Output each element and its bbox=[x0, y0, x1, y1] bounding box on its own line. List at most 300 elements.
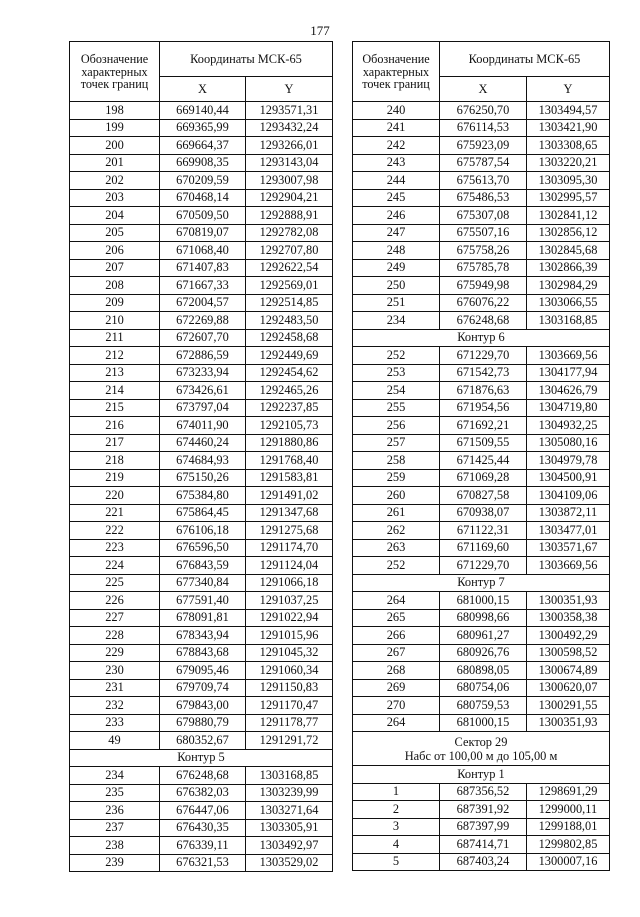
point-number: 244 bbox=[353, 172, 440, 190]
table-row bbox=[353, 399, 610, 417]
x-coordinate: 670819,07 bbox=[160, 224, 246, 242]
contour-label: Контур 7 bbox=[353, 574, 610, 592]
y-header: Y bbox=[527, 77, 610, 102]
point-number: 224 bbox=[70, 557, 160, 575]
sector-row bbox=[353, 732, 610, 766]
point-number: 257 bbox=[353, 434, 440, 452]
point-number: 247 bbox=[353, 224, 440, 242]
x-coordinate: 669664,37 bbox=[160, 137, 246, 155]
table-row bbox=[70, 802, 333, 820]
x-coordinate: 678843,68 bbox=[160, 644, 246, 662]
x-coordinate: 671542,73 bbox=[440, 364, 527, 382]
table-row bbox=[70, 784, 333, 802]
table-row bbox=[70, 242, 333, 260]
point-number: 251 bbox=[353, 294, 440, 312]
y-coordinate: 1291768,40 bbox=[246, 452, 333, 470]
point-number: 243 bbox=[353, 154, 440, 172]
y-coordinate: 1292449,69 bbox=[246, 347, 333, 365]
x-coordinate: 675949,98 bbox=[440, 277, 527, 295]
point-number: 264 bbox=[353, 592, 440, 610]
y-coordinate: 1303872,11 bbox=[527, 504, 610, 522]
table-row bbox=[353, 347, 610, 365]
x-coordinate: 672269,88 bbox=[160, 312, 246, 330]
contour-label: Контур 1 bbox=[353, 766, 610, 784]
x-coordinate: 674460,24 bbox=[160, 434, 246, 452]
x-coordinate: 679095,46 bbox=[160, 662, 246, 680]
point-number: 252 bbox=[353, 347, 440, 365]
x-coordinate: 674011,90 bbox=[160, 417, 246, 435]
table-row bbox=[70, 189, 333, 207]
point-number: 222 bbox=[70, 522, 160, 540]
x-coordinate: 676106,18 bbox=[160, 522, 246, 540]
table-row bbox=[70, 627, 333, 645]
x-coordinate: 681000,15 bbox=[440, 714, 527, 732]
y-coordinate: 1291880,86 bbox=[246, 434, 333, 452]
point-number: 226 bbox=[70, 592, 160, 610]
table-row bbox=[353, 592, 610, 610]
point-number: 235 bbox=[70, 784, 160, 802]
table-row bbox=[70, 259, 333, 277]
table-row bbox=[353, 539, 610, 557]
point-number: 199 bbox=[70, 119, 160, 137]
point-number: 265 bbox=[353, 609, 440, 627]
point-number: 262 bbox=[353, 522, 440, 540]
x-coordinate: 687414,71 bbox=[440, 836, 527, 854]
table-row bbox=[353, 836, 610, 854]
y-coordinate: 1302866,39 bbox=[527, 259, 610, 277]
y-coordinate: 1291150,83 bbox=[246, 679, 333, 697]
point-number: 227 bbox=[70, 609, 160, 627]
point-number: 264 bbox=[353, 714, 440, 732]
y-coordinate: 1305080,16 bbox=[527, 434, 610, 452]
y-coordinate: 1292514,85 bbox=[246, 294, 333, 312]
table-row bbox=[70, 312, 333, 330]
x-coordinate: 671954,56 bbox=[440, 399, 527, 417]
y-coordinate: 1304979,78 bbox=[527, 452, 610, 470]
point-number: 217 bbox=[70, 434, 160, 452]
table-row bbox=[70, 837, 333, 855]
y-coordinate: 1291583,81 bbox=[246, 469, 333, 487]
coordinates-table-left bbox=[69, 41, 333, 872]
point-number: 204 bbox=[70, 207, 160, 225]
y-coordinate: 1303529,02 bbox=[246, 854, 333, 872]
table-row bbox=[70, 854, 333, 872]
x-coordinate: 680961,27 bbox=[440, 627, 527, 645]
x-coordinate: 670509,50 bbox=[160, 207, 246, 225]
y-coordinate: 1303669,56 bbox=[527, 347, 610, 365]
x-coordinate: 676321,53 bbox=[160, 854, 246, 872]
x-coordinate: 676339,11 bbox=[160, 837, 246, 855]
y-coordinate: 1303168,85 bbox=[527, 312, 610, 330]
point-number: 200 bbox=[70, 137, 160, 155]
x-coordinate: 677591,40 bbox=[160, 592, 246, 610]
y-coordinate: 1304626,79 bbox=[527, 382, 610, 400]
x-coordinate: 671229,70 bbox=[440, 347, 527, 365]
point-number: 207 bbox=[70, 259, 160, 277]
y-coordinate: 1304500,91 bbox=[527, 469, 610, 487]
table-row bbox=[353, 557, 610, 575]
y-coordinate: 1303669,56 bbox=[527, 557, 610, 575]
table-row bbox=[353, 172, 610, 190]
point-number: 268 bbox=[353, 662, 440, 680]
x-coordinate: 669140,44 bbox=[160, 102, 246, 120]
x-coordinate: 687397,99 bbox=[440, 818, 527, 836]
table-row bbox=[353, 242, 610, 260]
y-coordinate: 1292465,26 bbox=[246, 382, 333, 400]
y-coordinate: 1299000,11 bbox=[527, 801, 610, 819]
table-row bbox=[70, 714, 333, 732]
point-number: 220 bbox=[70, 487, 160, 505]
x-coordinate: 675758,26 bbox=[440, 242, 527, 260]
table-row bbox=[70, 557, 333, 575]
y-coordinate: 1303477,01 bbox=[527, 522, 610, 540]
x-header: X bbox=[440, 77, 527, 102]
point-number: 259 bbox=[353, 469, 440, 487]
x-coordinate: 687403,24 bbox=[440, 853, 527, 871]
point-number: 270 bbox=[353, 697, 440, 715]
y-coordinate: 1293571,31 bbox=[246, 102, 333, 120]
table-row bbox=[353, 312, 610, 330]
point-number: 238 bbox=[70, 837, 160, 855]
y-coordinate: 1291015,96 bbox=[246, 627, 333, 645]
table-row bbox=[70, 434, 333, 452]
x-coordinate: 670938,07 bbox=[440, 504, 527, 522]
point-number: 237 bbox=[70, 819, 160, 837]
y-coordinate: 1292237,85 bbox=[246, 399, 333, 417]
table-row bbox=[353, 644, 610, 662]
point-number: 255 bbox=[353, 399, 440, 417]
table-row bbox=[353, 364, 610, 382]
point-number: 211 bbox=[70, 329, 160, 347]
y-coordinate: 1302995,57 bbox=[527, 189, 610, 207]
x-coordinate: 672886,59 bbox=[160, 347, 246, 365]
y-coordinate: 1292622,54 bbox=[246, 259, 333, 277]
table-row bbox=[353, 609, 610, 627]
y-coordinate: 1300358,38 bbox=[527, 609, 610, 627]
point-number: 223 bbox=[70, 539, 160, 557]
y-coordinate: 1302845,68 bbox=[527, 242, 610, 260]
x-coordinate: 687356,52 bbox=[440, 783, 527, 801]
table-row bbox=[70, 609, 333, 627]
x-coordinate: 675785,78 bbox=[440, 259, 527, 277]
point-number: 253 bbox=[353, 364, 440, 382]
table-row bbox=[353, 137, 610, 155]
y-coordinate: 1293266,01 bbox=[246, 137, 333, 155]
table-row bbox=[353, 818, 610, 836]
y-coordinate: 1304932,25 bbox=[527, 417, 610, 435]
y-coordinate: 1291174,70 bbox=[246, 539, 333, 557]
y-coordinate: 1291291,72 bbox=[246, 732, 333, 750]
point-number: 1 bbox=[353, 783, 440, 801]
x-header: X bbox=[160, 77, 246, 102]
sector-cell bbox=[353, 732, 610, 766]
table-row bbox=[70, 119, 333, 137]
point-number: 252 bbox=[353, 557, 440, 575]
y-coordinate: 1291347,68 bbox=[246, 504, 333, 522]
y-coordinate: 1292888,91 bbox=[246, 207, 333, 225]
point-number: 261 bbox=[353, 504, 440, 522]
x-coordinate: 678091,81 bbox=[160, 609, 246, 627]
table-row bbox=[70, 207, 333, 225]
point-number: 49 bbox=[70, 732, 160, 750]
x-coordinate: 676250,70 bbox=[440, 102, 527, 120]
table-row bbox=[353, 487, 610, 505]
x-coordinate: 672004,57 bbox=[160, 294, 246, 312]
table-row bbox=[353, 434, 610, 452]
y-coordinate: 1291491,02 bbox=[246, 487, 333, 505]
y-coordinate: 1291045,32 bbox=[246, 644, 333, 662]
x-coordinate: 680759,53 bbox=[440, 697, 527, 715]
point-number: 256 bbox=[353, 417, 440, 435]
x-coordinate: 671876,63 bbox=[440, 382, 527, 400]
x-coordinate: 676076,22 bbox=[440, 294, 527, 312]
y-coordinate: 1303308,65 bbox=[527, 137, 610, 155]
x-coordinate: 676596,50 bbox=[160, 539, 246, 557]
point-number: 258 bbox=[353, 452, 440, 470]
table-row bbox=[353, 679, 610, 697]
y-coordinate: 1304109,06 bbox=[527, 487, 610, 505]
table-row bbox=[353, 417, 610, 435]
x-coordinate: 675150,26 bbox=[160, 469, 246, 487]
x-coordinate: 669908,35 bbox=[160, 154, 246, 172]
point-number: 3 bbox=[353, 818, 440, 836]
y-coordinate: 1300674,89 bbox=[527, 662, 610, 680]
point-number: 249 bbox=[353, 259, 440, 277]
point-number: 228 bbox=[70, 627, 160, 645]
table-row bbox=[70, 172, 333, 190]
table-row bbox=[70, 819, 333, 837]
x-coordinate: 676248,68 bbox=[160, 767, 246, 785]
point-number: 219 bbox=[70, 469, 160, 487]
x-coordinate: 678343,94 bbox=[160, 627, 246, 645]
point-number: 254 bbox=[353, 382, 440, 400]
x-coordinate: 680926,76 bbox=[440, 644, 527, 662]
x-coordinate: 680754,06 bbox=[440, 679, 527, 697]
point-number: 234 bbox=[353, 312, 440, 330]
point-number: 221 bbox=[70, 504, 160, 522]
x-coordinate: 671509,55 bbox=[440, 434, 527, 452]
x-coordinate: 671069,28 bbox=[440, 469, 527, 487]
y-coordinate: 1293007,98 bbox=[246, 172, 333, 190]
y-coordinate: 1291037,25 bbox=[246, 592, 333, 610]
point-number: 205 bbox=[70, 224, 160, 242]
table-row bbox=[353, 277, 610, 295]
x-coordinate: 680898,05 bbox=[440, 662, 527, 680]
sector-title: Сектор 29 bbox=[454, 734, 508, 749]
table-row bbox=[353, 224, 610, 242]
table-row bbox=[353, 504, 610, 522]
x-coordinate: 676843,59 bbox=[160, 557, 246, 575]
x-coordinate: 687391,92 bbox=[440, 801, 527, 819]
y-coordinate: 1303571,67 bbox=[527, 539, 610, 557]
x-coordinate: 671407,83 bbox=[160, 259, 246, 277]
y-coordinate: 1293143,04 bbox=[246, 154, 333, 172]
y-coordinate: 1291170,47 bbox=[246, 697, 333, 715]
table-row bbox=[353, 662, 610, 680]
point-number: 239 bbox=[70, 854, 160, 872]
table-row bbox=[353, 207, 610, 225]
table-row bbox=[70, 487, 333, 505]
table-row bbox=[70, 592, 333, 610]
y-coordinate: 1303220,21 bbox=[527, 154, 610, 172]
table-row bbox=[353, 294, 610, 312]
coordinates-header: Координаты МСК-65 bbox=[440, 42, 610, 77]
point-number: 209 bbox=[70, 294, 160, 312]
x-coordinate: 671692,21 bbox=[440, 417, 527, 435]
table-row bbox=[70, 469, 333, 487]
y-coordinate: 1292483,50 bbox=[246, 312, 333, 330]
y-coordinate: 1293432,24 bbox=[246, 119, 333, 137]
coordinates-header: Координаты МСК-65 bbox=[160, 42, 333, 77]
y-coordinate: 1292105,73 bbox=[246, 417, 333, 435]
point-number: 236 bbox=[70, 802, 160, 820]
point-number: 230 bbox=[70, 662, 160, 680]
x-coordinate: 671122,31 bbox=[440, 522, 527, 540]
y-coordinate: 1300351,93 bbox=[527, 592, 610, 610]
x-coordinate: 676114,53 bbox=[440, 119, 527, 137]
x-coordinate: 670468,14 bbox=[160, 189, 246, 207]
point-number: 198 bbox=[70, 102, 160, 120]
x-coordinate: 679880,79 bbox=[160, 714, 246, 732]
x-coordinate: 671068,40 bbox=[160, 242, 246, 260]
table-row bbox=[353, 714, 610, 732]
x-coordinate: 671169,60 bbox=[440, 539, 527, 557]
contour-label: Контур 6 bbox=[353, 329, 610, 347]
y-coordinate: 1303066,55 bbox=[527, 294, 610, 312]
x-coordinate: 676447,06 bbox=[160, 802, 246, 820]
contour-row bbox=[353, 329, 610, 347]
table-row bbox=[70, 452, 333, 470]
table-row bbox=[70, 294, 333, 312]
point-number: 260 bbox=[353, 487, 440, 505]
point-number: 218 bbox=[70, 452, 160, 470]
x-coordinate: 681000,15 bbox=[440, 592, 527, 610]
y-coordinate: 1302841,12 bbox=[527, 207, 610, 225]
table-row bbox=[353, 154, 610, 172]
y-coordinate: 1300007,16 bbox=[527, 853, 610, 871]
x-coordinate: 680352,67 bbox=[160, 732, 246, 750]
x-coordinate: 670209,59 bbox=[160, 172, 246, 190]
y-coordinate: 1303168,85 bbox=[246, 767, 333, 785]
point-number: 202 bbox=[70, 172, 160, 190]
point-number: 231 bbox=[70, 679, 160, 697]
point-number: 234 bbox=[70, 767, 160, 785]
y-coordinate: 1302856,12 bbox=[527, 224, 610, 242]
y-coordinate: 1292782,08 bbox=[246, 224, 333, 242]
y-coordinate: 1291275,68 bbox=[246, 522, 333, 540]
table-row bbox=[70, 662, 333, 680]
y-coordinate: 1303239,99 bbox=[246, 784, 333, 802]
point-number: 212 bbox=[70, 347, 160, 365]
table-row bbox=[353, 469, 610, 487]
x-coordinate: 675864,45 bbox=[160, 504, 246, 522]
table-row bbox=[70, 522, 333, 540]
point-number: 4 bbox=[353, 836, 440, 854]
y-coordinate: 1300598,52 bbox=[527, 644, 610, 662]
x-coordinate: 676248,68 bbox=[440, 312, 527, 330]
point-number: 246 bbox=[353, 207, 440, 225]
table-row bbox=[70, 364, 333, 382]
table-row bbox=[70, 347, 333, 365]
y-coordinate: 1303421,90 bbox=[527, 119, 610, 137]
y-coordinate: 1303095,30 bbox=[527, 172, 610, 190]
table-row bbox=[70, 644, 333, 662]
table-row bbox=[70, 574, 333, 592]
y-coordinate: 1291124,04 bbox=[246, 557, 333, 575]
point-number: 216 bbox=[70, 417, 160, 435]
point-number: 203 bbox=[70, 189, 160, 207]
point-number: 215 bbox=[70, 399, 160, 417]
table-row bbox=[70, 504, 333, 522]
x-coordinate: 677340,84 bbox=[160, 574, 246, 592]
x-coordinate: 675923,09 bbox=[440, 137, 527, 155]
x-coordinate: 673233,94 bbox=[160, 364, 246, 382]
x-coordinate: 675613,70 bbox=[440, 172, 527, 190]
point-designation-header: Обозначение характерных точек границ bbox=[353, 42, 440, 102]
point-number: 248 bbox=[353, 242, 440, 260]
point-number: 225 bbox=[70, 574, 160, 592]
point-number: 263 bbox=[353, 539, 440, 557]
y-coordinate: 1292904,21 bbox=[246, 189, 333, 207]
table-row bbox=[70, 399, 333, 417]
point-number: 269 bbox=[353, 679, 440, 697]
table-row bbox=[70, 417, 333, 435]
x-coordinate: 671425,44 bbox=[440, 452, 527, 470]
y-coordinate: 1292458,68 bbox=[246, 329, 333, 347]
y-coordinate: 1300492,29 bbox=[527, 627, 610, 645]
table-row bbox=[353, 119, 610, 137]
coordinates-table-right bbox=[352, 41, 610, 871]
point-number: 242 bbox=[353, 137, 440, 155]
point-number: 208 bbox=[70, 277, 160, 295]
x-coordinate: 675507,16 bbox=[440, 224, 527, 242]
point-number: 229 bbox=[70, 644, 160, 662]
table-row bbox=[353, 522, 610, 540]
point-number: 245 bbox=[353, 189, 440, 207]
y-coordinate: 1291060,34 bbox=[246, 662, 333, 680]
table-row bbox=[353, 452, 610, 470]
contour-row bbox=[353, 766, 610, 784]
y-coordinate: 1302984,29 bbox=[527, 277, 610, 295]
point-number: 240 bbox=[353, 102, 440, 120]
point-number: 210 bbox=[70, 312, 160, 330]
y-coordinate: 1292454,62 bbox=[246, 364, 333, 382]
y-coordinate: 1292707,80 bbox=[246, 242, 333, 260]
point-number: 241 bbox=[353, 119, 440, 137]
contour-label: Контур 5 bbox=[70, 749, 333, 767]
table-row bbox=[353, 259, 610, 277]
contour-row bbox=[353, 574, 610, 592]
point-number: 2 bbox=[353, 801, 440, 819]
x-coordinate: 669365,99 bbox=[160, 119, 246, 137]
y-coordinate: 1291066,18 bbox=[246, 574, 333, 592]
table-row bbox=[70, 137, 333, 155]
table-row bbox=[353, 853, 610, 871]
x-coordinate: 675384,80 bbox=[160, 487, 246, 505]
sector-height-range: Набс от 100,00 м до 105,00 м bbox=[404, 748, 558, 763]
y-header: Y bbox=[246, 77, 333, 102]
table-row bbox=[353, 801, 610, 819]
point-designation-header: Обозначение характерных точек границ bbox=[70, 42, 160, 102]
coordinates-body-left bbox=[70, 102, 333, 872]
y-coordinate: 1291178,77 bbox=[246, 714, 333, 732]
y-coordinate: 1300620,07 bbox=[527, 679, 610, 697]
page-number: 177 bbox=[310, 23, 330, 38]
point-number: 213 bbox=[70, 364, 160, 382]
x-coordinate: 676382,03 bbox=[160, 784, 246, 802]
y-coordinate: 1292569,01 bbox=[246, 277, 333, 295]
table-row bbox=[70, 679, 333, 697]
